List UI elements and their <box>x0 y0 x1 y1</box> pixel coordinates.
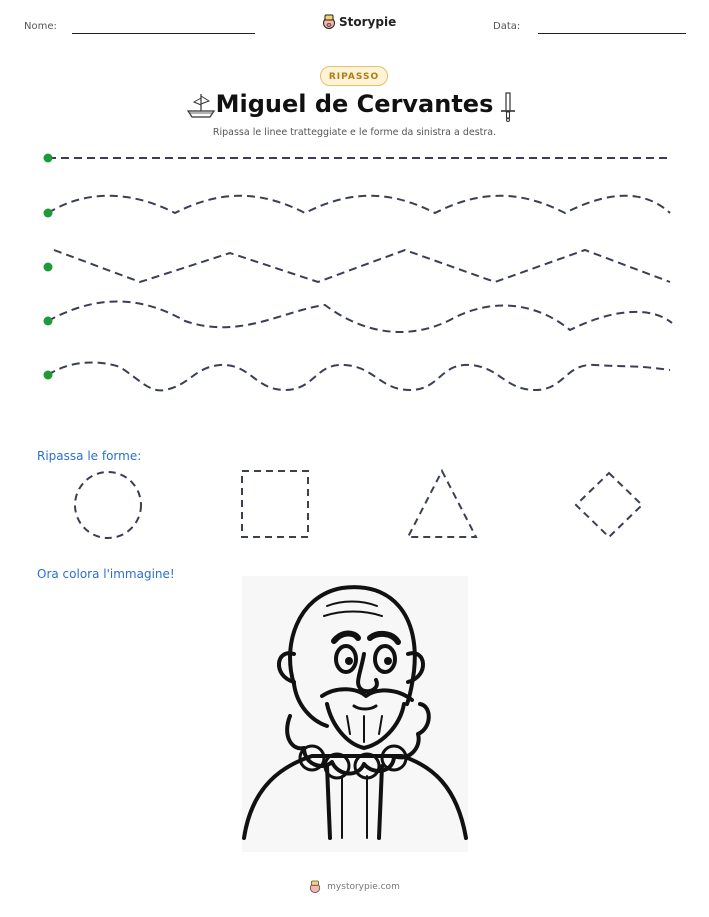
page-title: Miguel de Cervantes <box>215 90 494 118</box>
name-line[interactable] <box>72 33 255 34</box>
start-dot <box>44 209 53 218</box>
date-line[interactable] <box>538 33 686 34</box>
coloring-image[interactable] <box>242 576 468 852</box>
sword-icon <box>498 92 518 122</box>
tracing-line-zigzag[interactable] <box>54 250 670 282</box>
date-label: Data: <box>493 21 521 32</box>
footer-url[interactable]: mystorypie.com <box>327 882 400 892</box>
name-label: Nome: <box>24 21 57 32</box>
tracing-shape-square[interactable] <box>242 471 308 537</box>
tracing-area <box>40 145 680 395</box>
tracing-line-wave[interactable] <box>48 196 670 213</box>
instructions: Ripassa le linee tratteggiate e le forme da sinistra a destra. <box>212 127 497 138</box>
tracing-line-wave-2[interactable] <box>48 302 672 333</box>
tracing-shape-diamond[interactable] <box>576 473 642 537</box>
footer <box>0 880 709 894</box>
brand-name: Storypie <box>339 15 397 29</box>
brand-logo <box>322 14 396 30</box>
start-dot <box>44 371 53 380</box>
review-badge: RIPASSO <box>320 66 388 86</box>
color-heading: Ora colora l'immagine! <box>37 567 175 581</box>
tracing-shape-circle[interactable] <box>75 472 141 538</box>
start-dot <box>44 317 53 326</box>
start-dot <box>44 154 53 163</box>
tracing-shape-triangle[interactable] <box>408 471 476 537</box>
tracing-line-loops[interactable] <box>48 362 670 390</box>
pig-icon <box>322 14 336 30</box>
shapes-area <box>60 465 660 545</box>
cervantes-portrait <box>242 576 468 852</box>
start-dot <box>44 263 53 272</box>
pig-icon <box>309 880 321 894</box>
shapes-heading: Ripassa le forme: <box>37 449 142 463</box>
